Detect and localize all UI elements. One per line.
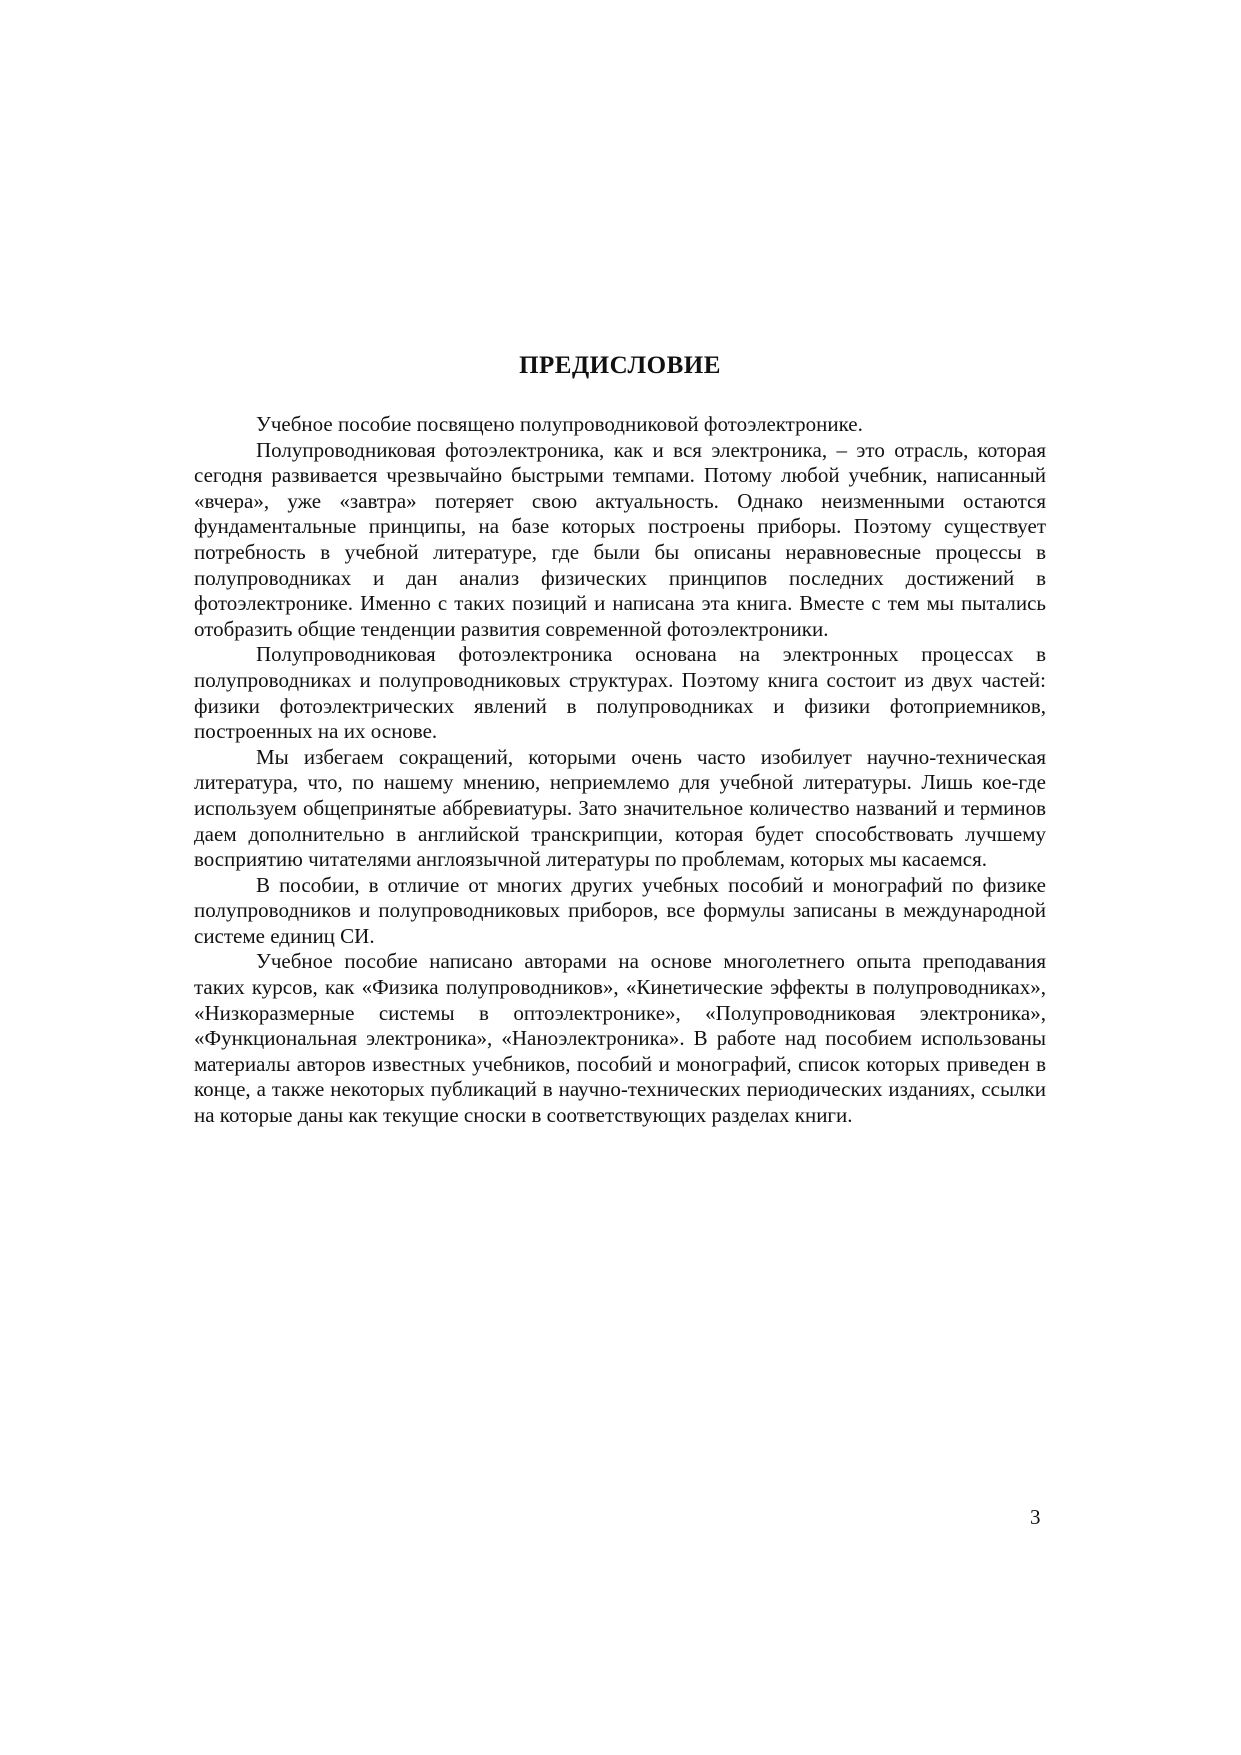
- page-number: 3: [1030, 1505, 1041, 1529]
- paragraph-5: В пособии, в отличие от многих других учебных пособий и монографий по физике полупроводников и полупроводниковых приборов, все формулы записаны в международной системе единиц СИ.: [194, 872, 1046, 948]
- paragraph-2: Полупроводниковая фотоэлектроника, как и вся электроника, – это отрасль, которая сегодня развивается чрезвычайно быстрыми темпами. Потому любой учебник, написанный «вчера», уже «завтра» потеряет свою актуальность. Однако неизменными остаются фундаментальные принципы, на базе которых построены приборы. Поэтому существует потребность в учебной литературе, где были бы описаны неравновесные процессы в полупроводниках и дан анализ физических принципов последних достижений в фотоэлектронике. Именно с таких позиций и написана эта книга. Вместе с тем мы пытались отобразить общие тенденции развития современной фотоэлектроники.: [194, 437, 1046, 641]
- paragraph-4: Мы избегаем сокращений, которыми очень часто изобилует научно-техническая литература, что, по нашему мнению, неприемлемо для учебной литературы. Лишь кое-где используем общепринятые аббревиатуры. Зато значительное количество названий и терминов даем дополнительно в английской транскрипции, которая будет способствовать лучшему восприятию читателями англоязычной литературы по проблемам, которых мы касаемся.: [194, 744, 1046, 872]
- page-title: ПРЕДИСЛОВИЕ: [519, 352, 721, 379]
- paragraph-6: Учебное пособие написано авторами на основе многолетнего опыта преподавания таких курсов, как «Физика полупроводников», «Кинетические эффекты в полупроводниках», «Низкоразмерные системы в оптоэлектронике», «Полупроводниковая электроника», «Функциональная электроника», «Наноэлектроника». В работе над пособием использованы материалы авторов известных учебников, пособий и монографий, список которых приведен в конце, а также некоторых публикаций в научно-технических периодических изданиях, ссылки на которые даны как текущие сноски в соответствующих разделах книги.: [194, 949, 1046, 1128]
- preface-body: [194, 412, 1046, 1129]
- paragraph-1: Учебное пособие посвящено полупроводниковой фотоэлектронике.: [256, 412, 863, 436]
- paragraph-3: Полупроводниковая фотоэлектроника основана на электронных процессах в полупроводниках и полупроводниковых структурах. Поэтому книга состоит из двух частей: физики фотоэлектрических явлений в полупроводниках и физики фотоприемников, построенных на их основе.: [194, 642, 1046, 744]
